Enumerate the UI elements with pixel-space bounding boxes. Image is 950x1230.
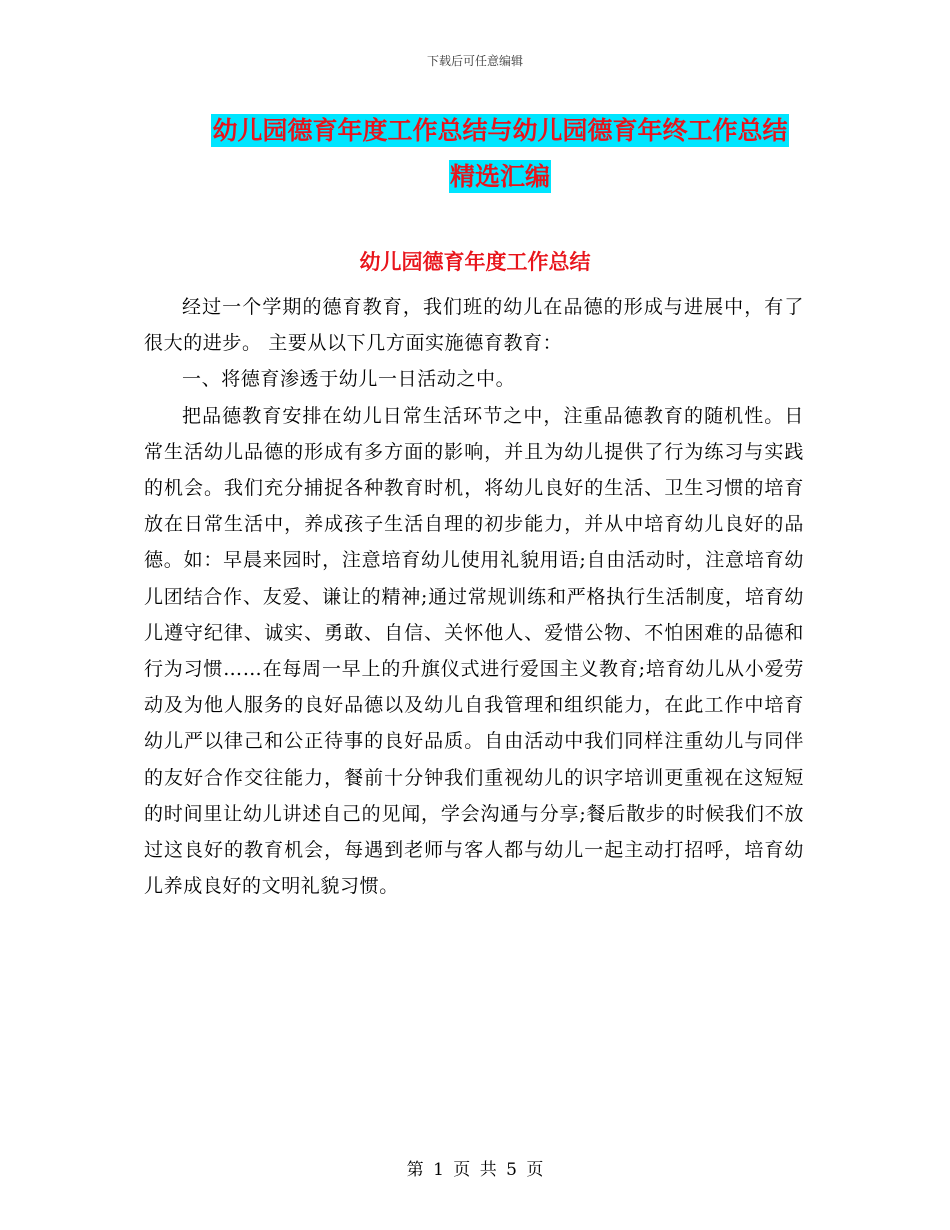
page-number: 第 1 页 共 5 页 [406,1160,544,1180]
section-title: 幼儿园德育年度工作总结 [359,250,591,274]
paragraph-heading-1: 一、将德育渗透于幼儿一日活动之中。 [182,368,516,391]
document-title-line1: 幼儿园德育年度工作总结与幼儿园德育年终工作总结 [212,116,788,145]
document-title-line2: 精选汇编 [449,162,550,191]
paragraph-detail: 把品德教育安排在幼儿日常生活环节之中，注重品德教育的随机性。日常生活幼儿品德的形成有多方面的影响，并且为幼儿提供了行为练习与实践的机会。我们充分捕捉各种教育时机，将幼儿良好的生活、卫生习惯的培育放在日常生活中，养成孩子生活自理的初步能力，并从中培育幼儿良好的品德。如：早晨来园时，注意培育幼儿使用礼貌用语;自由活动时，注意培育幼儿团结合作、友爱、谦让的精神;通过常规训练和严格执行生活制度，培育幼儿遵守纪律、诚实、勇敢、自信、关怀他人、爱惜公物、不怕困难的品德和行为习惯……在每周一早上的升旗仪式进行爱国主义教育;培育幼儿从小爱劳动及为他人服务的良好品德以及幼儿自我管理和组织能力，在此工作中培育幼儿严以律己和公正待事的良好品质。自由活动中我们同样注重幼儿与同伴的友好合作交往能力，餐前十分钟我们重视幼儿的识字培训更重视在这短短的时间里让幼儿讲述自己的见闻，学会沟通与分享;餐后散步的时候我们不放过这良好的教育机会，每遇到老师与客人都与幼儿一起主动打招呼，培育幼儿养成良好的文明礼貌习惯。 [144,404,804,898]
body-text [144,289,804,904]
header-note: 下载后可任意编辑 [426,54,523,68]
document-title [150,108,850,200]
paragraph-intro: 经过一个学期的德育教育，我们班的幼儿在品德的形成与进展中，有了很大的进步。 主要从以下几方面实施德育教育： [144,296,804,355]
